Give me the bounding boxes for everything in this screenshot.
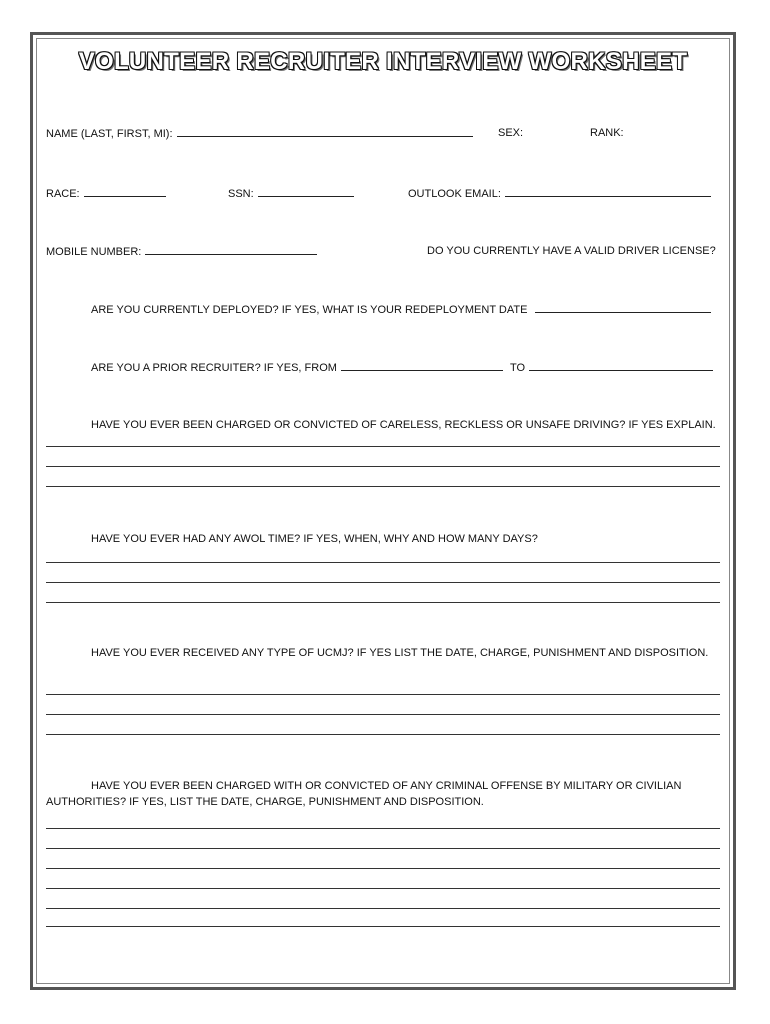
ucmj-question: HAVE YOU EVER RECEIVED ANY TYPE OF UCMJ? IF YES LIST THE DATE, CHARGE, PUNISHMENT AND DISPOSITION. <box>91 647 709 659</box>
race-row <box>46 186 166 201</box>
criminal-answer-line-5[interactable] <box>46 908 720 909</box>
criminal-answer-line-1[interactable] <box>46 828 720 829</box>
name-row <box>46 126 473 141</box>
page-border-inner <box>36 38 730 984</box>
prior-recruiter-question: ARE YOU A PRIOR RECRUITER? IF YES, FROM <box>91 362 337 374</box>
criminal-answer-line-2[interactable] <box>46 848 720 849</box>
rank-label: RANK: <box>590 127 624 139</box>
driving-answer-line-2[interactable] <box>46 466 720 467</box>
race-label: RACE: <box>46 188 80 200</box>
ucmj-answer-line-1[interactable] <box>46 694 720 695</box>
ucmj-answer-line-2[interactable] <box>46 714 720 715</box>
email-label: OUTLOOK EMAIL: <box>408 188 501 200</box>
ssn-field[interactable] <box>258 186 354 197</box>
mobile-field[interactable] <box>145 244 317 255</box>
criminal-answer-line-6[interactable] <box>46 926 720 927</box>
driving-answer-line-3[interactable] <box>46 486 720 487</box>
race-field[interactable] <box>84 186 166 197</box>
name-label: NAME (LAST, FIRST, MI): <box>46 128 173 140</box>
criminal-answer-line-4[interactable] <box>46 888 720 889</box>
redeployment-date-field[interactable] <box>535 302 711 313</box>
awol-answer-line-3[interactable] <box>46 602 720 603</box>
prior-recruiter-row <box>91 360 713 375</box>
ucmj-answer-line-3[interactable] <box>46 734 720 735</box>
mobile-label: MOBILE NUMBER: <box>46 246 142 258</box>
criminal-question: HAVE YOU EVER BEEN CHARGED WITH OR CONVICTED OF ANY CRIMINAL OFFENSE BY MILITARY OR CIVILIAN AUTHORITIES? IF YES, LIST THE DATE, CHARGE, PUNISHMENT AND DISPOSITION. <box>46 780 682 808</box>
awol-answer-line-2[interactable] <box>46 582 720 583</box>
prior-to-label: TO <box>509 362 526 374</box>
email-row <box>408 186 711 201</box>
ssn-label: SSN: <box>228 188 254 200</box>
deployed-row <box>91 302 711 317</box>
driving-answer-line-1[interactable] <box>46 446 720 447</box>
prior-to-field[interactable] <box>529 360 713 371</box>
email-field[interactable] <box>505 186 711 197</box>
prior-from-field[interactable] <box>341 360 503 371</box>
form-title: VOLUNTEER RECRUITER INTERVIEW WORKSHEET <box>78 48 688 75</box>
license-question: DO YOU CURRENTLY HAVE A VALID DRIVER LICENSE? <box>427 245 716 257</box>
driving-question: HAVE YOU EVER BEEN CHARGED OR CONVICTED OF CARELESS, RECKLESS OR UNSAFE DRIVING? IF YES EXPLAIN. <box>91 419 716 431</box>
criminal-answer-line-3[interactable] <box>46 868 720 869</box>
deployed-question: ARE YOU CURRENTLY DEPLOYED? IF YES, WHAT IS YOUR REDEPLOYMENT DATE <box>91 304 528 316</box>
mobile-row <box>46 244 317 259</box>
awol-answer-line-1[interactable] <box>46 562 720 563</box>
awol-question: HAVE YOU EVER HAD ANY AWOL TIME? IF YES, WHEN, WHY AND HOW MANY DAYS? <box>91 533 538 545</box>
name-field[interactable] <box>177 126 473 137</box>
ssn-row <box>228 186 354 201</box>
sex-label: SEX: <box>498 127 524 139</box>
